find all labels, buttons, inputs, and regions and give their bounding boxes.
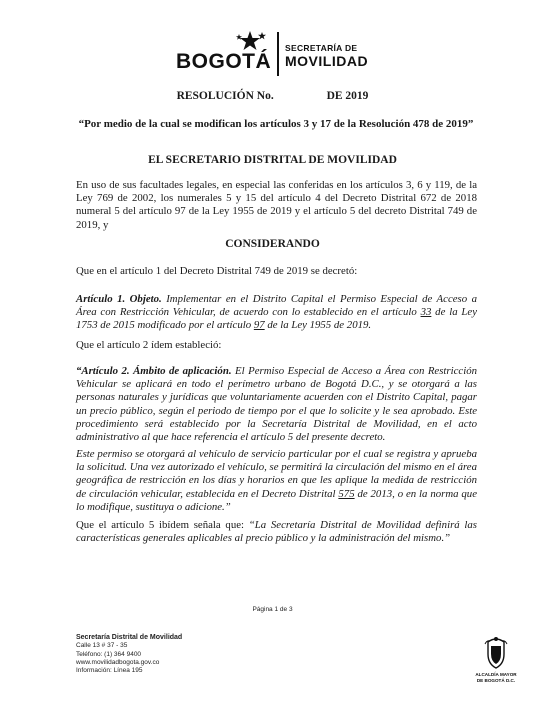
page-number: Página 1 de 3 [252, 606, 293, 613]
article5-paragraph [76, 519, 477, 545]
article2-text: El Permiso Especial de Acceso a Área con Restricción Vehicular se aplicará en todo el perímetro urbano de Bogotá D.C., y se otorgará a las personas naturales y jurídicas que voluntariamente acuerden con el Distrito Capital, pagar un precio público, según el periodo de tiempo por el que lo solicite y le sea aprobado. Este procedimiento será establecido por la Secretaría Distrital de Movilidad, en el acto administrativo al que hace referencia el artículo 5 del presente decreto. [76, 365, 478, 444]
footer-org-name: Secretaría Distrital de Movilidad [76, 634, 183, 641]
article5-intro: Que el artículo 5 ibídem señala que: [76, 519, 249, 531]
resolution-number-label: RESOLUCIÓN No. [176, 90, 274, 102]
decree-ref-link-575[interactable]: 575 [338, 487, 355, 500]
article5-quote: “La Secretaría Distrital de Movilidad definirá las características generales aplicables al precio público y la administración del mismo.” [76, 519, 477, 545]
footer-phone: Teléfono: (1) 364 9400 [76, 650, 142, 658]
alcaldia-line-2: DE BOGOTÁ D.C. [476, 677, 516, 683]
logo-secretaria-text: SECRETARÍA DE [285, 43, 358, 53]
article1-quote [76, 293, 477, 333]
article1-text-b: de la Ley 1753 de 2015 modificado por el artículo [76, 306, 477, 332]
article2-cont-text-b: de 2013, o en la norma que lo modifique, sustituya o adicione.” [76, 487, 477, 513]
stars-icon [234, 30, 268, 56]
article1-text-a: Implementar en el Distrito Capital el Permiso Especial de Acceso a Área con Restricción Vehicular, de acuerdo con lo establecido en el artículo [76, 293, 477, 319]
resolution-subtitle: “Por medio de la cual se modifican los artículos 3 y 17 de la Resolución 478 de 2019” [78, 118, 474, 130]
article1-ref-link-97[interactable]: 97 [253, 319, 265, 332]
logo-divider [277, 32, 279, 76]
footer-info-line: Información: Línea 195 [76, 667, 143, 675]
footer-website: www.movilidadbogota.gov.co [76, 658, 160, 666]
article2-label: “Artículo 2. Ámbito de aplicación. [76, 365, 232, 377]
article2-intro-paragraph: Que el artículo 2 ídem estableció: [76, 339, 222, 351]
footer-address: Calle 13 # 37 - 35 [76, 642, 128, 650]
article1-label: Artículo 1. Objeto. [76, 293, 162, 305]
secretaria-logo [176, 30, 376, 80]
article2-quote [76, 365, 477, 444]
article1-ref-link-33[interactable]: 33 [420, 306, 432, 319]
article2-continuation [76, 448, 477, 514]
article1-text-c: de la Ley 1955 de 2019. [264, 319, 372, 332]
resolution-year-label: DE 2019 [326, 90, 369, 102]
resolution-title [0, 90, 545, 102]
article1-intro-paragraph: Que en el artículo 1 del Decreto Distrital 749 de 2019 se decretó: [76, 265, 358, 277]
footer-contact [76, 634, 182, 675]
authority-heading: EL SECRETARIO DISTRITAL DE MOVILIDAD [148, 154, 397, 166]
considerando-heading: CONSIDERANDO [225, 238, 320, 250]
intro-paragraph: En uso de sus facultades legales, en especial las conferidas en los artículos 3, 6 y 119, de la Ley 769 de 2002, los numerales 5 y 15 del artículo 4 del Decreto Distrital 672 de 2018 numeral 5 del artículo 97 de la Ley 1955 de 2019 y el artículo 5 del decreto Distrital 749 de 2019, y [76, 179, 477, 231]
alcaldia-label [466, 672, 526, 683]
article2-cont-text-a: Este permiso se otorgará al vehículo de servicio particular por el cual se registra y aprueba la solicitud. Una vez autorizado el vehículo, se permitirá la circulación del mismo en el área geográfica de restricción en los días y horarios en que les aplique la medida de restricción de circulación vehicular, establecida en el Decreto Distrital [76, 448, 477, 500]
logo-city-text: BOGOTÁ [176, 50, 272, 73]
coat-of-arms-icon [484, 634, 508, 670]
logo-movilidad-text: MOVILIDAD [285, 53, 369, 69]
alcaldia-line-1: ALCALDÍA MAYOR [475, 672, 517, 677]
